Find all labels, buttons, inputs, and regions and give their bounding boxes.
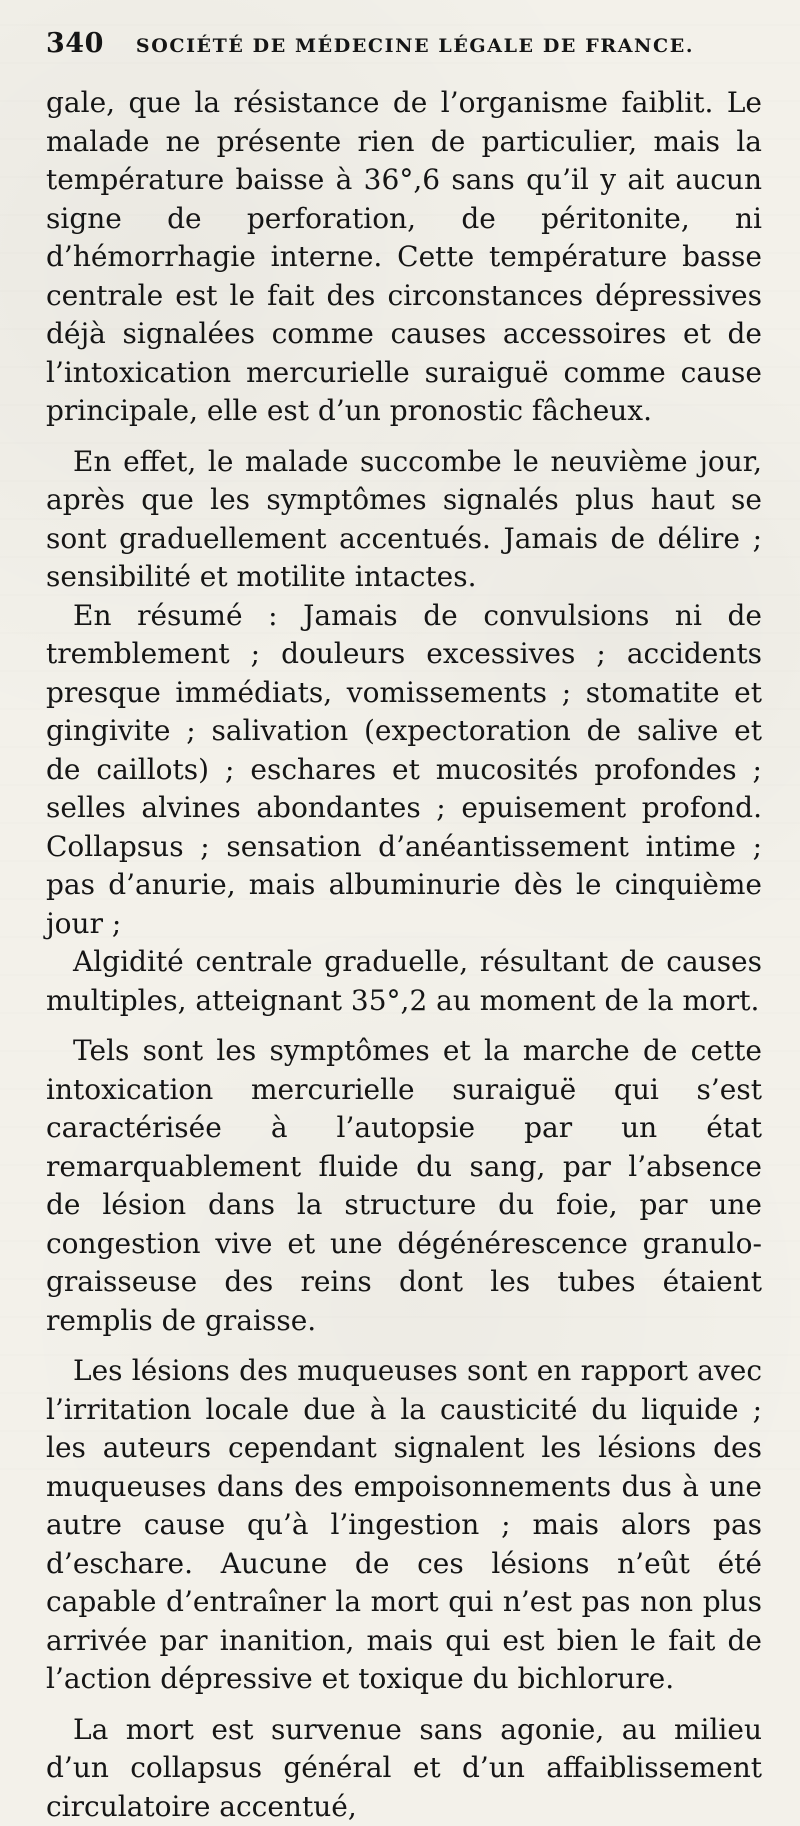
- paragraph-final: La mort est survenue sans agonie, au milieu d’un collapsus général et d’un affaiblissement circulatoire accentué,: [46, 1711, 762, 1826]
- paragraph-mucosal-lesions: Les lésions des muqueuses sont en rapport avec l’irritation locale due à la causticité du liquide ; les auteurs cependant signalent les lésions des muqueuses dans des empoisonnements dus à une autre cause qu’à l’ingestion ; mais alors pas d’eschare. Aucune de ces lésions n’eût été capable d’entraîner la mort qui n’est pas non plus arrivée par inanition, mais qui est bien le fait de l’action dépressive et toxique du bichlorure.: [46, 1352, 762, 1699]
- paragraph-death-course: En effet, le malade succombe le neuvième jour, après que les symptômes signalés plus haut se sont graduellement accentués. Jamais de délire ; sensibilité et motilite intactes.: [46, 443, 762, 597]
- paragraph-autopsy: Tels sont les symptômes et la marche de cette intoxication mercurielle suraiguë qui s’est caractérisée à l’autopsie par un état remarquablement fluide du sang, par l’absence de lésion dans la structure du foie, par une congestion vive et une dégénérescence granulo-graisseuse des reins dont les tubes étaient remplis de graisse.: [46, 1032, 762, 1340]
- running-header: [46, 28, 762, 76]
- paragraph-algidity: Algidité centrale graduelle, résultant de causes multiples, atteignant 35°,2 au moment de la mort.: [46, 943, 762, 1020]
- journal-title: SOCIÉTÉ DE MÉDECINE LÉGALE DE FRANCE.: [136, 35, 694, 57]
- main-text: [46, 84, 762, 1826]
- paragraph-continuation: gale, que la résistance de l’organisme faiblit. Le malade ne présente rien de particulier, mais la température baisse à 36°,6 sans qu’il y ait aucun signe de perforation, de péritonite, ni d’hémorrhagie interne. Cette température basse centrale est le fait des circonstances dépressives déjà signalées comme causes accessoires et de l’intoxication mercurielle suraiguë comme cause principale, elle est d’un pronostic fâcheux.: [46, 84, 762, 431]
- page-number: 340: [46, 28, 104, 59]
- paragraph-summary: En résumé : Jamais de convulsions ni de tremblement ; douleurs excessives ; accidents presque immédiats, vomissements ; stomatite et gingivite ; salivation (expectoration de salive et de caillots) ; eschares et mucosités profondes ; selles alvines abondantes ; epuisement profond. Collapsus ; sensation d’anéantissement intime ; pas d’anurie, mais albuminurie dès le cinquième jour ;: [46, 597, 762, 944]
